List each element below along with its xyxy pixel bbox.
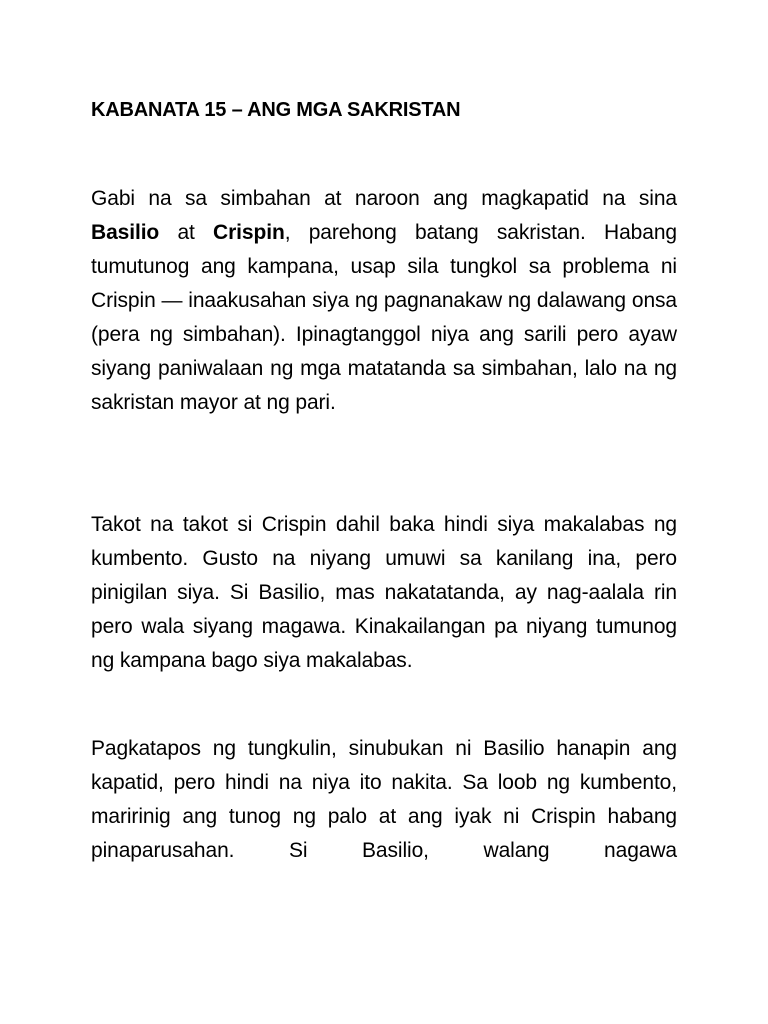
paragraph-1-text-b: at xyxy=(159,221,214,244)
paragraph-1-text-a: Gabi na sa simbahan at naroon ang magkapatid na sina xyxy=(91,187,677,210)
paragraph-1-text-c: , parehong batang sakristan. Habang tumutunog ang kampana, usap sila tungkol sa problema ni Crispin — inaakusahan siya ng pagnanakaw ng dalawang onsa (pera ng simbahan). Ipinagtanggol niya ang sarili pero ayaw siyang paniwalaan ng mga matatanda sa simbahan, lalo na ng sakristan mayor at ng pari. xyxy=(91,221,677,414)
chapter-title: KABANATA 15 – ANG MGA SAKRISTAN xyxy=(91,99,461,121)
name-basilio: Basilio xyxy=(91,221,160,244)
paragraph-1 xyxy=(91,182,677,420)
paragraph-2: Takot na takot si Crispin dahil baka hindi siya makalabas ng kumbento. Gusto na niyang umuwi sa kanilang ina, pero pinigilan siya. Si Basilio, mas nakatatanda, ay nag-aalala rin pero wala siyang magawa. Kinakailangan pa niyang tumunog ng kampana bago siya makalabas. xyxy=(91,513,677,672)
paragraph-3: Pagkatapos ng tungkulin, sinubukan ni Basilio hanapin ang kapatid, pero hindi na niya ito nakita. Sa loob ng kumbento, maririnig ang tunog ng palo at ang iyak ni Crispin habang pinaparusahan. Si Basilio, walang nagawa xyxy=(91,737,677,862)
name-crispin: Crispin xyxy=(213,221,285,244)
